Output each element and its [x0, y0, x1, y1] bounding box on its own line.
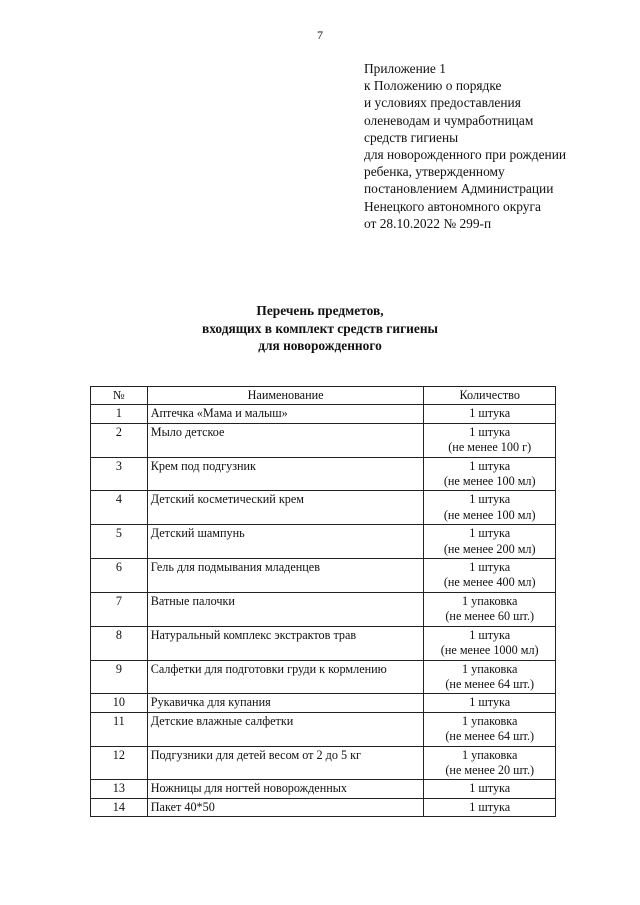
row-name: Натуральный комплекс экстрактов трав — [147, 626, 424, 660]
header-name: Наименование — [147, 387, 424, 405]
row-name: Ножницы для ногтей новорожденных — [147, 780, 424, 798]
quantity-line: 1 штука — [469, 695, 511, 710]
table-row — [91, 798, 556, 816]
table-row — [91, 405, 556, 423]
appendix-line: оленеводам и чумработницам — [364, 112, 534, 128]
table-row — [91, 626, 556, 660]
row-quantity — [424, 405, 556, 423]
items-table — [90, 386, 556, 817]
table-row — [91, 423, 556, 457]
row-name: Пакет 40*50 — [147, 798, 424, 816]
row-quantity — [424, 780, 556, 798]
quantity-line: 1 штука — [469, 560, 511, 575]
quantity-line: 1 упаковка — [461, 593, 518, 608]
appendix-line: средств гигиены — [364, 129, 459, 145]
row-number: 9 — [91, 660, 148, 694]
row-number: 7 — [91, 592, 148, 626]
row-name: Ватные палочки — [147, 592, 424, 626]
quantity-line: (не менее 100 мл) — [443, 507, 536, 522]
row-name: Детский шампунь — [147, 525, 424, 559]
row-number: 12 — [91, 746, 148, 780]
table-row — [91, 559, 556, 593]
row-name: Гель для подмывания младенцев — [147, 559, 424, 593]
title-line: входящих в комплект средств гигиены — [201, 320, 439, 336]
quantity-line: (не менее 64 шт.) — [445, 729, 535, 744]
appendix-line: ребенка, утвержденному — [364, 164, 505, 180]
table-row — [91, 660, 556, 694]
appendix-line: Приложение 1 — [364, 61, 446, 76]
table-header-row — [91, 387, 556, 405]
row-name: Детский косметический крем — [147, 491, 424, 525]
quantity-line: 1 штука — [469, 406, 511, 421]
title-line: Перечень предметов, — [256, 303, 384, 318]
quantity-line: 1 штука — [469, 799, 511, 814]
table-row — [91, 712, 556, 746]
quantity-line: 1 штука — [469, 526, 511, 541]
appendix-line: для новорожденного при рождении — [364, 147, 567, 163]
quantity-line: 1 штука — [469, 492, 511, 507]
quantity-line: (не менее 400 мл) — [443, 575, 536, 590]
table-row — [91, 694, 556, 712]
row-name: Рукавичка для купания — [147, 694, 424, 712]
table-row — [91, 780, 556, 798]
row-number: 4 — [91, 491, 148, 525]
row-quantity — [424, 798, 556, 816]
appendix-line: от 28.10.2022 № 299-п — [364, 215, 492, 231]
table-row — [91, 491, 556, 525]
appendix-line: к Положению о порядке — [364, 78, 502, 94]
row-quantity — [424, 660, 556, 694]
quantity-line: (не менее 200 мл) — [443, 541, 536, 556]
row-number: 8 — [91, 626, 148, 660]
row-number: 11 — [91, 712, 148, 746]
row-number: 3 — [91, 457, 148, 491]
quantity-line: 1 штука — [469, 781, 511, 796]
row-name: Салфетки для подготовки груди к кормлению — [147, 660, 424, 694]
row-name: Аптечка «Мама и малыш» — [147, 405, 424, 423]
row-quantity — [424, 694, 556, 712]
row-quantity — [424, 457, 556, 491]
row-name: Мыло детское — [147, 423, 424, 457]
document-title — [0, 302, 640, 355]
page-number: 7 — [317, 28, 323, 42]
row-quantity — [424, 746, 556, 780]
quantity-line: (не менее 100 г) — [448, 440, 532, 455]
appendix-line: и условиях предоставления — [364, 95, 521, 111]
row-number: 13 — [91, 780, 148, 798]
row-name: Подгузники для детей весом от 2 до 5 кг — [147, 746, 424, 780]
row-quantity — [424, 626, 556, 660]
quantity-line: (не менее 64 шт.) — [445, 676, 535, 691]
row-quantity — [424, 592, 556, 626]
row-number: 5 — [91, 525, 148, 559]
quantity-line: 1 штука — [469, 424, 511, 439]
quantity-line: (не менее 1000 мл) — [440, 643, 539, 658]
table-row — [91, 457, 556, 491]
row-number: 2 — [91, 423, 148, 457]
quantity-line: 1 упаковка — [461, 713, 518, 728]
quantity-line: (не менее 100 мл) — [443, 474, 536, 489]
appendix-block — [364, 60, 634, 232]
quantity-line: 1 упаковка — [461, 661, 518, 676]
appendix-line: постановлением Администрации — [364, 181, 554, 197]
row-number: 14 — [91, 798, 148, 816]
row-quantity — [424, 423, 556, 457]
header-quantity: Количество — [424, 387, 556, 405]
table-row — [91, 746, 556, 780]
row-number: 1 — [91, 405, 148, 423]
table-row — [91, 525, 556, 559]
row-name: Детские влажные салфетки — [147, 712, 424, 746]
row-quantity — [424, 712, 556, 746]
table-row — [91, 592, 556, 626]
quantity-line: 1 штука — [469, 627, 511, 642]
row-number: 10 — [91, 694, 148, 712]
row-number: 6 — [91, 559, 148, 593]
row-quantity — [424, 491, 556, 525]
title-line: для новорожденного — [258, 338, 382, 353]
appendix-line: Ненецкого автономного округа — [364, 198, 541, 214]
quantity-line: (не менее 60 шт.) — [445, 609, 535, 624]
quantity-line: (не менее 20 шт.) — [445, 762, 535, 777]
row-quantity — [424, 559, 556, 593]
quantity-line: 1 штука — [469, 458, 511, 473]
quantity-line: 1 упаковка — [461, 747, 518, 762]
row-quantity — [424, 525, 556, 559]
header-number: № — [91, 387, 148, 405]
row-name: Крем под подгузник — [147, 457, 424, 491]
